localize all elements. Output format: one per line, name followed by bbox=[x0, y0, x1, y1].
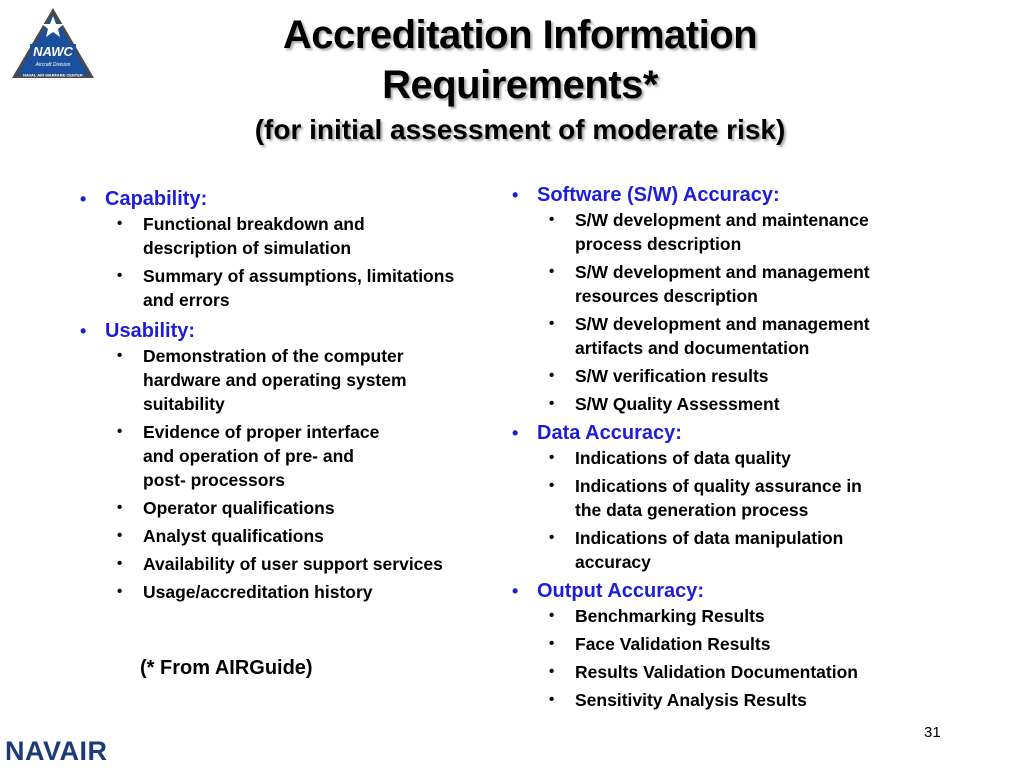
slide-title-line2: Requirements* bbox=[382, 63, 658, 107]
left-column bbox=[80, 186, 505, 604]
slide-title-line1: Accreditation Information bbox=[282, 13, 758, 57]
category-data-accuracy bbox=[512, 420, 932, 446]
list-item bbox=[512, 660, 932, 684]
list-item-text: Functional breakdown and bbox=[143, 214, 365, 234]
bullet-icon: • bbox=[549, 635, 555, 652]
output-items bbox=[512, 604, 932, 712]
category-label: Software (S/W) Accuracy: bbox=[537, 184, 780, 206]
title-block bbox=[100, 10, 940, 148]
list-item bbox=[80, 580, 505, 604]
bullet-icon: • bbox=[512, 185, 519, 205]
list-item bbox=[512, 446, 932, 470]
list-item-text: Analyst qualifications bbox=[143, 526, 324, 546]
list-item-text: Sensitivity Analysis Results bbox=[575, 690, 807, 710]
logo-subtext: Aircraft Division bbox=[35, 62, 71, 68]
bullet-icon: • bbox=[549, 367, 555, 384]
bullet-icon: • bbox=[512, 423, 519, 443]
category-label: Data Accuracy: bbox=[537, 422, 682, 444]
list-item bbox=[512, 604, 932, 628]
footer-brand: NAVAIR bbox=[5, 736, 108, 766]
list-item-text: S/W development and maintenance bbox=[575, 210, 869, 230]
bullet-icon: • bbox=[549, 691, 555, 708]
list-item bbox=[512, 312, 932, 360]
capability-items bbox=[80, 212, 505, 312]
logo-ring-text: NAVAL AIR WARFARE CENTER bbox=[23, 72, 83, 78]
category-capability bbox=[80, 186, 505, 212]
bullet-icon: • bbox=[80, 321, 87, 341]
list-item bbox=[512, 260, 932, 308]
bullet-icon: • bbox=[549, 477, 555, 494]
bullet-icon: • bbox=[549, 211, 555, 228]
list-item-text: description of simulation bbox=[143, 238, 352, 258]
list-item-text: and operation of pre- and bbox=[143, 446, 354, 466]
bullet-icon: • bbox=[549, 529, 555, 546]
list-item bbox=[80, 524, 505, 548]
bullet-icon: • bbox=[117, 423, 123, 440]
data-items bbox=[512, 446, 932, 574]
logo-text: NAWC bbox=[33, 44, 73, 59]
list-item bbox=[80, 264, 505, 312]
right-column bbox=[512, 182, 932, 712]
list-item bbox=[512, 526, 932, 574]
bullet-icon: • bbox=[512, 581, 519, 601]
list-item bbox=[512, 392, 932, 416]
list-item-text: Benchmarking Results bbox=[575, 606, 765, 626]
software-items bbox=[512, 208, 932, 416]
list-item-text: Demonstration of the computer bbox=[143, 346, 404, 366]
list-item-text: Summary of assumptions, limitations bbox=[143, 266, 455, 286]
usability-items bbox=[80, 344, 505, 604]
bullet-icon: • bbox=[117, 555, 123, 572]
list-item-text: Operator qualifications bbox=[143, 498, 335, 518]
bullet-icon: • bbox=[549, 663, 555, 680]
slide-subtitle: (for initial assessment of moderate risk) bbox=[254, 114, 786, 145]
list-item bbox=[512, 688, 932, 712]
bullet-icon: • bbox=[117, 583, 123, 600]
bullet-icon: • bbox=[549, 449, 555, 466]
bullet-icon: • bbox=[117, 215, 123, 232]
category-label: Capability: bbox=[105, 188, 208, 210]
list-item-text: Evidence of proper interface bbox=[143, 422, 380, 442]
list-item-text: process description bbox=[575, 234, 742, 254]
list-item bbox=[80, 552, 505, 576]
category-output-accuracy bbox=[512, 578, 932, 604]
list-item-text: Indications of quality assurance in bbox=[575, 476, 862, 496]
category-usability bbox=[80, 318, 505, 344]
category-label: Output Accuracy: bbox=[537, 580, 705, 602]
list-item bbox=[512, 364, 932, 388]
page-number: 31 bbox=[924, 724, 941, 741]
bullet-icon: • bbox=[549, 395, 555, 412]
list-item-text: accuracy bbox=[575, 552, 651, 572]
list-item bbox=[80, 420, 505, 492]
list-item-text: suitability bbox=[143, 394, 225, 414]
list-item bbox=[80, 496, 505, 520]
bullet-icon: • bbox=[117, 347, 123, 364]
bullet-icon: • bbox=[117, 527, 123, 544]
list-item-text: and errors bbox=[143, 290, 230, 310]
list-item-text: S/W verification results bbox=[575, 366, 769, 386]
bullet-icon: • bbox=[549, 315, 555, 332]
list-item-text: Face Validation Results bbox=[575, 634, 771, 654]
bullet-icon: • bbox=[549, 263, 555, 280]
naval-air-warfare-center-logo-icon bbox=[8, 6, 98, 82]
list-item-text: resources description bbox=[575, 286, 758, 306]
category-software-accuracy bbox=[512, 182, 932, 208]
list-item-text: artifacts and documentation bbox=[575, 338, 810, 358]
list-item-text: S/W development and management bbox=[575, 262, 870, 282]
source-note: (* From AIRGuide) bbox=[140, 657, 313, 679]
list-item-text: Indications of data manipulation bbox=[575, 528, 844, 548]
list-item bbox=[512, 474, 932, 522]
bullet-icon: • bbox=[117, 267, 123, 284]
list-item-text: the data generation process bbox=[575, 500, 809, 520]
list-item-text: Usage/accreditation history bbox=[143, 582, 373, 602]
list-item bbox=[80, 344, 505, 416]
bullet-icon: • bbox=[80, 189, 87, 209]
list-item-text: S/W development and management bbox=[575, 314, 870, 334]
list-item bbox=[512, 208, 932, 256]
bullet-icon: • bbox=[117, 499, 123, 516]
list-item-text: Availability of user support services bbox=[143, 554, 443, 574]
list-item-text: Indications of data quality bbox=[575, 448, 791, 468]
list-item bbox=[80, 212, 505, 260]
bullet-icon: • bbox=[549, 607, 555, 624]
category-label: Usability: bbox=[105, 320, 196, 342]
list-item-text: post- processors bbox=[143, 470, 285, 490]
list-item-text: Results Validation Documentation bbox=[575, 662, 858, 682]
list-item-text: hardware and operating system bbox=[143, 370, 407, 390]
list-item bbox=[512, 632, 932, 656]
list-item-text: S/W Quality Assessment bbox=[575, 394, 780, 414]
